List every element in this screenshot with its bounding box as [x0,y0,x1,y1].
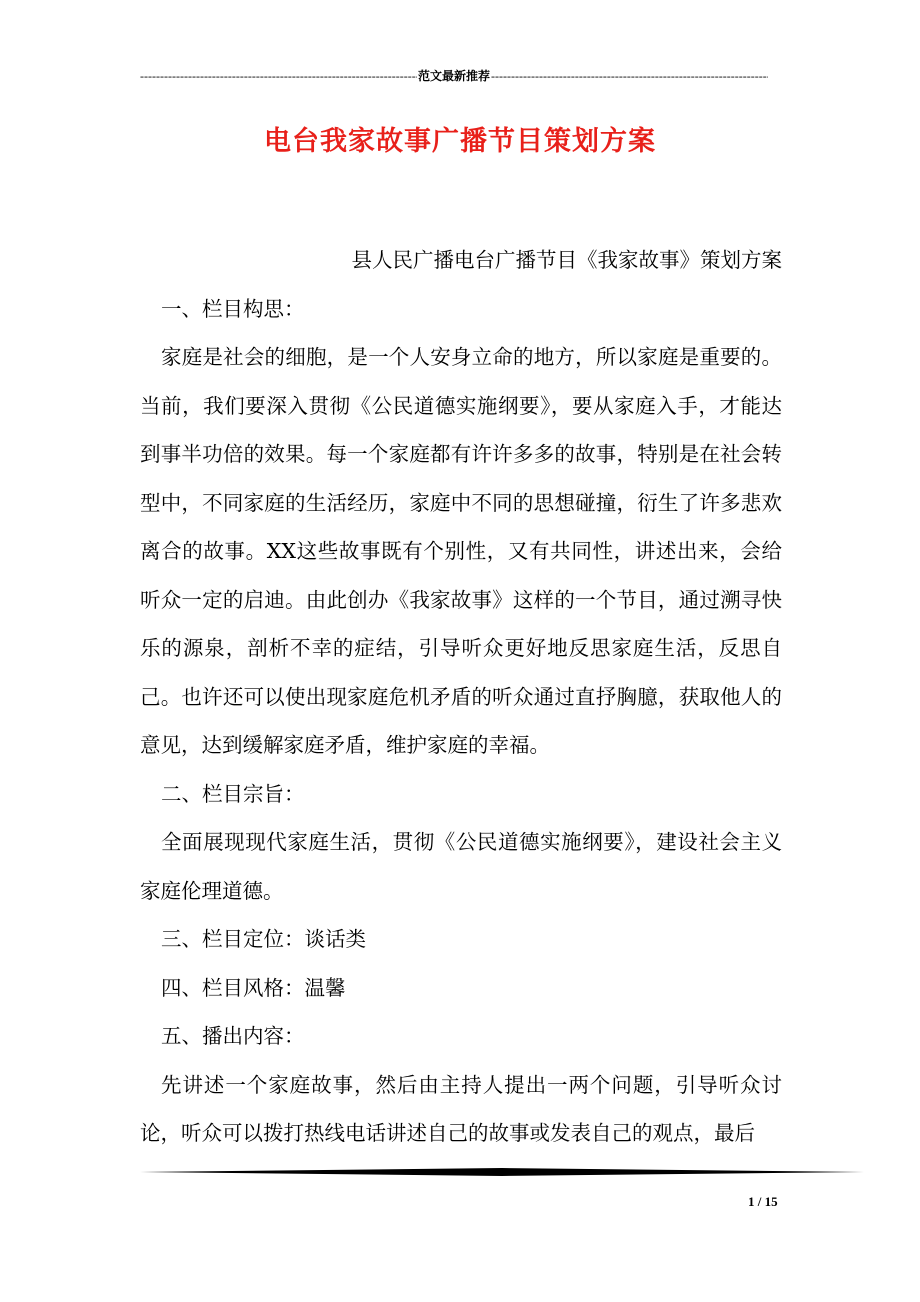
section-3-line: 三、栏目定位：谈话类 [161,927,366,951]
header-label: 范文最新推荐 [417,69,490,83]
page-header [140,68,768,84]
section-1-body: 家庭是社会的细胞，是一个人安身立命的地方，所以家庭是重要的。当前，我们要深入贯彻《公民道德实施纲要》，要从家庭入手，才能达到事半功倍的效果。每一个家庭都有许许多多的故事，特别是在社会转型中，不同家庭的生活经历，家庭中不同的思想碰撞，衍生了许多悲欢离合的故事。XX这些故事既有个别性，又有共同性，讲述出来，会给听众一定的启迪。由此创办《我家故事》这样的一个节目，通过溯寻快乐的源泉，剖析不幸的症结，引导听众更好地反思家庭生活，反思自己。也许还可以使出现家庭危机矛盾的听众通过直抒胸臆，获取他人的意见，达到缓解家庭矛盾，维护家庭的幸福。 [140,345,782,757]
section-4-line: 四、栏目风格：温馨 [161,975,346,1000]
section-1-heading: 一、栏目构思： [161,296,305,321]
document-body [140,236,782,1158]
section-5-heading: 五、播出内容： [161,1024,305,1048]
section-5-body: 先讲述一个家庭故事，然后由主持人提出一两个问题，引导听众讨论，听众可以拨打热线电话讲述自己的故事或发表自己的观点，最后 [140,1072,782,1145]
page-number: 1 / 15 [748,1194,778,1209]
document-title: 电台我家故事广播节目策划方案 [264,126,656,157]
footer-rule [140,1167,864,1177]
section-2-heading: 二、栏目宗旨： [161,781,305,806]
header-dashes-left [140,68,417,84]
section-2-body: 全面展现现代家庭生活，贯彻《公民道德实施纲要》，建设社会主义家庭伦理道德。 [140,830,782,903]
document-subtitle: 县人民广播电台广播节目《我家故事》策划方案 [351,248,782,272]
header-dashes-right [491,68,768,84]
